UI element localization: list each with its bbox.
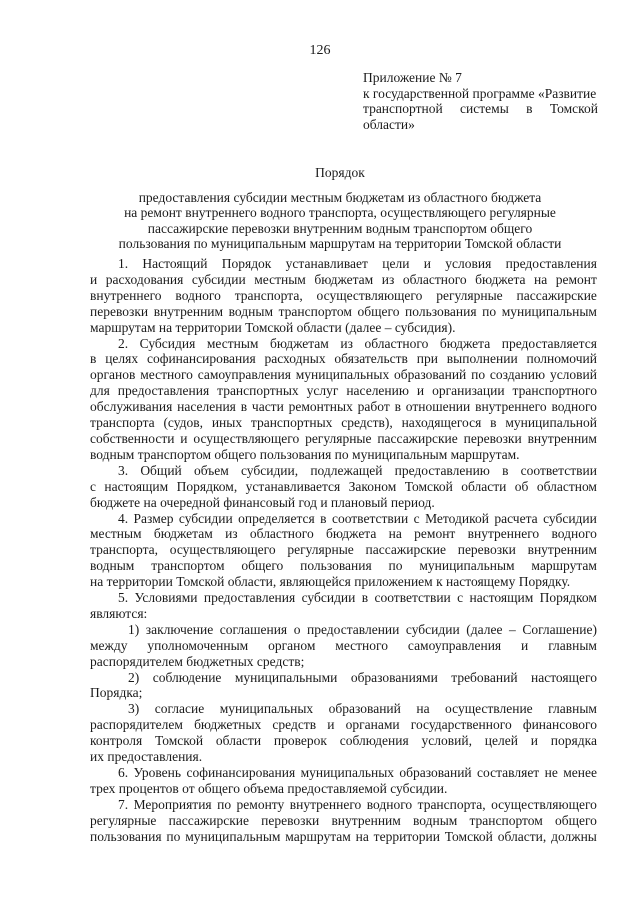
paragraph-line: контроля Томской области проверок соблюдения условий, целей и порядка xyxy=(90,733,597,749)
paragraph-line: внутреннего водного транспорта, осуществляющего регулярные пассажирские xyxy=(90,287,597,303)
paragraph xyxy=(90,336,597,463)
title-heading: Порядок xyxy=(315,165,365,180)
annex-line: к государственной программе «Развитие xyxy=(363,85,597,101)
paragraph-line: пользования по муниципальным маршрутам на территории Томской области, должны xyxy=(90,828,597,844)
page-number: 126 xyxy=(309,43,331,58)
paragraph-line: для предоставления транспортных услуг населению и организации транспортного xyxy=(90,383,597,399)
paragraph xyxy=(90,511,597,591)
paragraph xyxy=(90,463,597,511)
annex-line: Приложение № 7 xyxy=(363,70,462,85)
paragraph-line: маршрутам на территории Томской области (далее – субсидия). xyxy=(90,319,456,335)
title-line: пользования по муниципальным маршрутам на территории Томской области xyxy=(118,236,562,251)
paragraph xyxy=(90,765,597,797)
paragraph xyxy=(90,590,597,622)
paragraph-line: в целях софинансирования расходных обязательств при выполнении полномочий xyxy=(90,351,597,367)
paragraph-line: распорядителем бюджетных средств; xyxy=(90,653,305,669)
paragraph-line: водным транспортом общего пользования по муниципальным маршрутам. xyxy=(90,446,520,462)
paragraph-line: 3) согласие муниципальных образований на осуществление главным xyxy=(128,701,597,717)
paragraph-line: регулярные пассажирские перевозки внутренним водным транспортом общего xyxy=(90,812,597,828)
paragraph xyxy=(90,670,597,702)
paragraph-line: собственности и осуществляющего регулярные пассажирские перевозки внутренним xyxy=(90,430,597,446)
annex-reference xyxy=(363,70,598,132)
paragraph-line: и расходования субсидии местным бюджетам из областного бюджета на ремонт xyxy=(90,271,597,287)
document-body xyxy=(90,256,597,845)
paragraph-line: 1) заключение соглашения о предоставлении субсидии (далее – Соглашение) xyxy=(128,621,597,637)
paragraph-line: 1. Настоящий Порядок устанавливает цели и условия предоставления xyxy=(118,256,597,271)
title-line: предоставления субсидии местным бюджетам из областного бюджета xyxy=(138,189,542,205)
paragraph-line: 7. Мероприятия по ремонту внутреннего водного транспорта, осуществляющего xyxy=(118,796,597,812)
paragraph xyxy=(90,701,597,765)
paragraph-line: на территории Томской области, являющейся приложением к настоящему Порядку. xyxy=(90,574,571,590)
paragraph-line: 3. Общий объем субсидии, подлежащей предоставлению в соответствии xyxy=(118,462,597,478)
paragraph-line: между уполномоченным органом местного самоуправления и главным xyxy=(90,637,597,653)
paragraph xyxy=(90,622,597,670)
paragraph-line: 2. Субсидия местным бюджетам из областного бюджета предоставляется xyxy=(118,335,597,351)
paragraph-line: обслуживания населения в части ремонтных работ в отношении внутреннего водного xyxy=(90,399,597,415)
annex-line: области» xyxy=(363,116,415,132)
paragraph-line: транспорта, осуществляющего регулярные пассажирские перевозки внутренним xyxy=(90,542,597,558)
document-title xyxy=(80,165,600,252)
annex-line: транспортной системы в Томской xyxy=(363,101,598,116)
paragraph xyxy=(90,797,597,845)
paragraph-line: с настоящим Порядком, устанавливается Законом Томской области об областном xyxy=(90,478,597,494)
title-line: пассажирские перевозки внутренним водным транспортом общего xyxy=(147,220,533,236)
paragraph-line: бюджете на очередной финансовый год и плановый период. xyxy=(90,494,435,510)
paragraph-line: 5. Условиями предоставления субсидии в соответствии с настоящим Порядком xyxy=(118,590,597,606)
title-lines xyxy=(80,190,600,252)
paragraph xyxy=(90,256,597,336)
paragraph-line: их предоставления. xyxy=(90,749,203,765)
paragraph-line: 4. Размер субсидии определяется в соответствии с Методикой расчета субсидии xyxy=(118,510,597,526)
paragraph-line: 2) соблюдение муниципальными образованиями требований настоящего xyxy=(128,669,597,685)
paragraph-line: органов местного самоуправления муниципальных образований по созданию условий xyxy=(90,367,597,383)
paragraph-line: водным транспортом общего пользования по муниципальным маршрутам xyxy=(90,558,597,574)
paragraph-line: являются: xyxy=(90,605,148,621)
paragraph-line: транспорта (судов, иных транспортных средств), находящегося в муниципальной xyxy=(90,415,597,431)
paragraph-line: перевозки внутренним водным транспортом общего пользования по муниципальным xyxy=(90,303,597,319)
paragraph-line: местным бюджетам из областного бюджета на ремонт внутреннего водного xyxy=(90,526,597,542)
title-line: на ремонт внутреннего водного транспорта, осуществляющего регулярные xyxy=(124,205,556,220)
paragraph-line: 6. Уровень софинансирования муниципальных образований составляет не менее xyxy=(118,765,597,780)
paragraph-line: трех процентов от общего объема предоставляемой субсидии. xyxy=(90,780,448,796)
paragraph-line: распорядителем бюджетных средств и органами государственного финансового xyxy=(90,717,597,733)
paragraph-line: Порядка; xyxy=(90,685,143,701)
